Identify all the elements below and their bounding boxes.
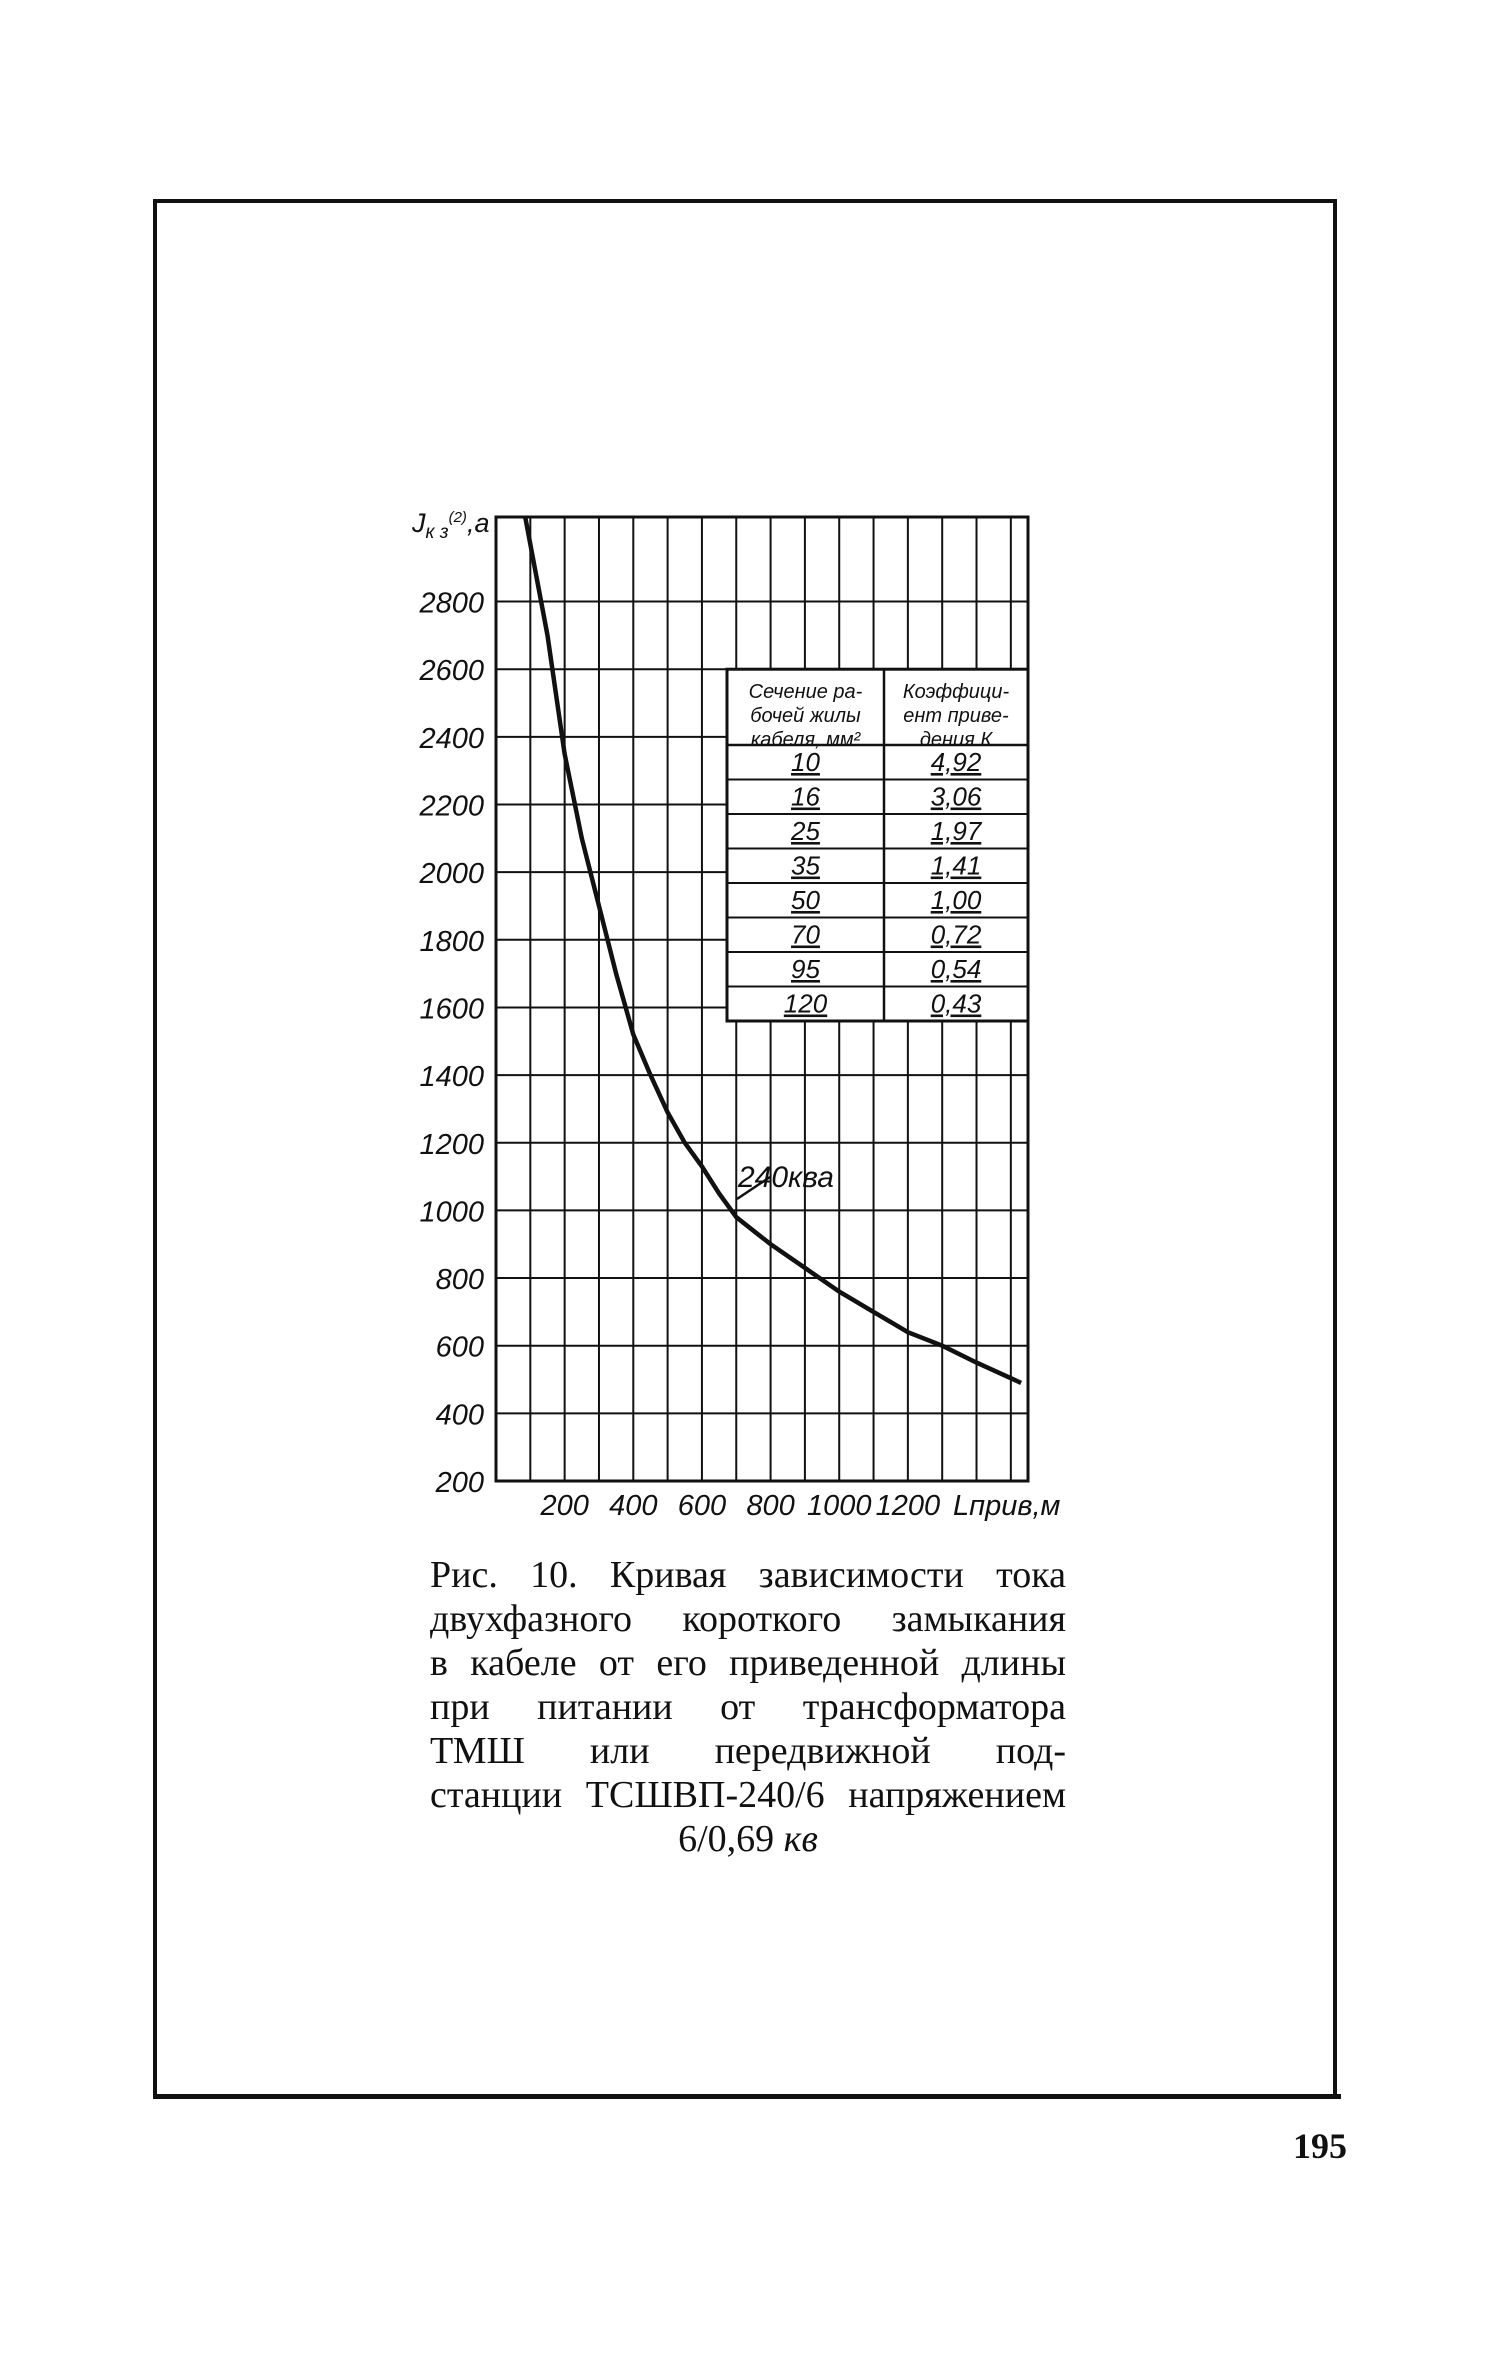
table-cell-coefficient: 4,92 — [930, 747, 982, 777]
caption-line: в кабеле от его приведенной длины — [430, 1642, 1066, 1684]
table-cell-section: 25 — [791, 816, 820, 846]
x-tick-label: 400 — [609, 1490, 658, 1522]
table-cell-coefficient: 3,06 — [930, 781, 982, 812]
x-tick-label: 1200 — [875, 1490, 941, 1522]
y-axis-label-unit: ,a — [466, 508, 490, 538]
y-axis-label — [411, 508, 489, 543]
x-axis-label-text: Lприв — [953, 1490, 1033, 1522]
caption-voltage-unit: кв — [783, 1818, 818, 1860]
caption-line: Рис. 10. Кривая зависимости тока — [430, 1554, 1066, 1596]
caption-voltage: 6/0,69 — [678, 1818, 775, 1860]
table-cell-section: 95 — [791, 954, 820, 984]
table-cell-coefficient: 0,72 — [930, 919, 982, 950]
figure-caption — [430, 1553, 1066, 1861]
caption-last-line — [430, 1817, 1066, 1861]
table-cell-coefficient: 0,54 — [930, 954, 982, 984]
table-header-text: бочей жилы — [750, 705, 861, 728]
x-tick-label: 1000 — [806, 1490, 872, 1522]
x-axis-labels — [539, 1490, 940, 1522]
x-tick-label: 800 — [746, 1490, 795, 1522]
table-cell-section: 16 — [791, 781, 820, 812]
y-tick-label: 2000 — [419, 858, 484, 891]
table-cell-coefficient: 1,97 — [930, 816, 982, 846]
y-axis-label-subscript: к з — [425, 522, 449, 543]
table-header-text: Сечение ра- — [748, 681, 863, 704]
table-header-text: Коэффици- — [902, 681, 1010, 704]
caption-line: ТМШ или передвижной под- — [430, 1730, 1066, 1772]
caption-line: двухфазного короткого замыкания — [430, 1598, 1066, 1640]
caption-line: станции ТСШВП-240/6 напряжением — [430, 1774, 1066, 1816]
y-tick-label: 1600 — [419, 993, 484, 1026]
y-tick-label: 2400 — [419, 722, 484, 755]
y-tick-label: 1000 — [419, 1196, 484, 1229]
x-tick-label: 600 — [677, 1490, 727, 1522]
y-tick-label: 1400 — [419, 1061, 484, 1094]
series-label: 240ква — [738, 1161, 834, 1194]
y-tick-label: 1800 — [419, 925, 484, 958]
y-tick-label: 2800 — [419, 587, 484, 620]
y-tick-label: 2600 — [419, 655, 484, 688]
y-tick-label: 1200 — [419, 1128, 484, 1161]
x-axis-label — [953, 1490, 1061, 1522]
caption-line: при питании от трансформатора — [430, 1686, 1066, 1728]
table-cell-section: 10 — [791, 747, 820, 777]
page-number: 195 — [1293, 2126, 1347, 2166]
table-header-text: кабеля, мм² — [750, 729, 861, 752]
y-tick-label: 200 — [435, 1467, 484, 1499]
table-cell-coefficient: 1,00 — [930, 885, 982, 915]
y-tick-label: 2200 — [419, 790, 484, 823]
y-tick-label: 800 — [435, 1264, 484, 1297]
y-tick-label: 600 — [435, 1331, 484, 1364]
x-axis-label-unit: ,м — [1032, 1490, 1061, 1522]
table-cell-coefficient: 1,41 — [930, 850, 982, 881]
table-cell-section: 70 — [791, 919, 820, 950]
y-axis-label-symbol: J — [412, 508, 426, 538]
table-header-text: ент приве- — [903, 705, 1009, 728]
coefficient-table — [727, 669, 1028, 1021]
y-axis-label-superscript: (2) — [448, 509, 467, 526]
table-cell-coefficient: 0,43 — [930, 988, 982, 1019]
x-tick-label: 200 — [540, 1490, 589, 1522]
y-axis-labels — [418, 588, 484, 1499]
table-header-text: дения К — [919, 729, 993, 752]
table-cell-section: 35 — [791, 850, 820, 881]
y-tick-label: 400 — [435, 1399, 484, 1432]
table-cell-section: 120 — [783, 988, 828, 1019]
table-cell-section: 50 — [791, 885, 820, 915]
